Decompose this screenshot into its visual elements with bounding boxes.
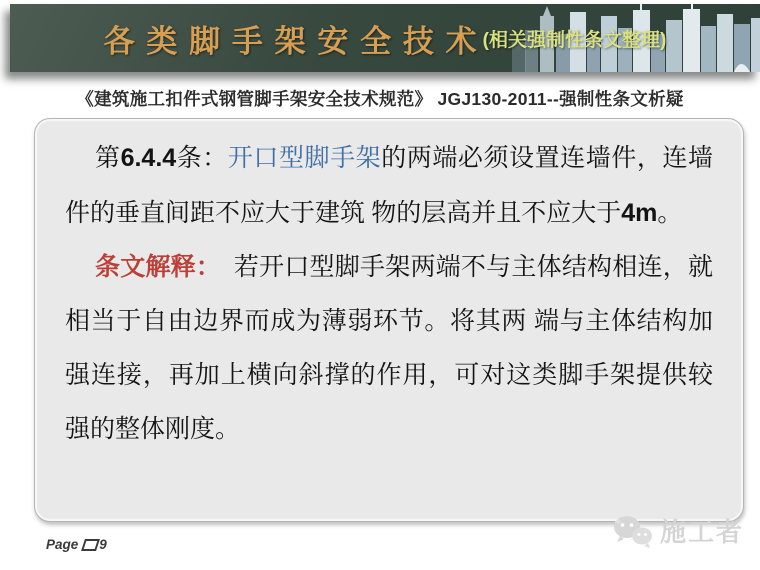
clause-paragraph — [65, 131, 713, 241]
slide-title: 各 类 脚 手 架 安 全 技 术 — [103, 23, 479, 59]
header-banner — [10, 4, 760, 72]
header-title-group — [10, 4, 760, 72]
page-footer — [46, 537, 107, 552]
document-reference-line: 《建筑施工扣件式钢管脚手架安全技术规范》 JGJ130-2011--强制性条文析疑 — [76, 89, 684, 109]
content-panel — [34, 118, 744, 522]
clause-value: 4m — [621, 199, 658, 227]
clause-text: 的两端必须设置连墙件，连墙件的垂直间距不应大于建筑 物的层高并且不应大于 — [65, 145, 713, 227]
page-number: 9 — [99, 537, 107, 552]
interpretation-paragraph — [65, 241, 713, 457]
clause-period: 。 — [657, 200, 683, 227]
interpretation-text: 若开口型脚手架两端不与主体结构相连，就相当于自由边界而成为薄弱环节。将其两 端与主体结构加强连接，再加上横向斜撑的作用，可对这类脚手架提供较强的整体刚度。 — [65, 254, 713, 443]
interpretation-label: 条文解释： — [95, 254, 209, 281]
clause-suffix: 条： — [176, 145, 228, 172]
clause-term-highlight: 开口型脚手架 — [227, 145, 382, 172]
wechat-icon — [612, 514, 654, 548]
page-number-glyph — [81, 539, 100, 551]
clause-number: 6.4.4 — [120, 144, 177, 172]
watermark-text: 施工者 — [659, 517, 744, 547]
page-label: Page — [46, 537, 79, 552]
slide-title-annotation: (相关强制性条文整理) — [482, 29, 667, 51]
clause-prefix: 第 — [95, 145, 121, 172]
watermark — [612, 512, 744, 549]
